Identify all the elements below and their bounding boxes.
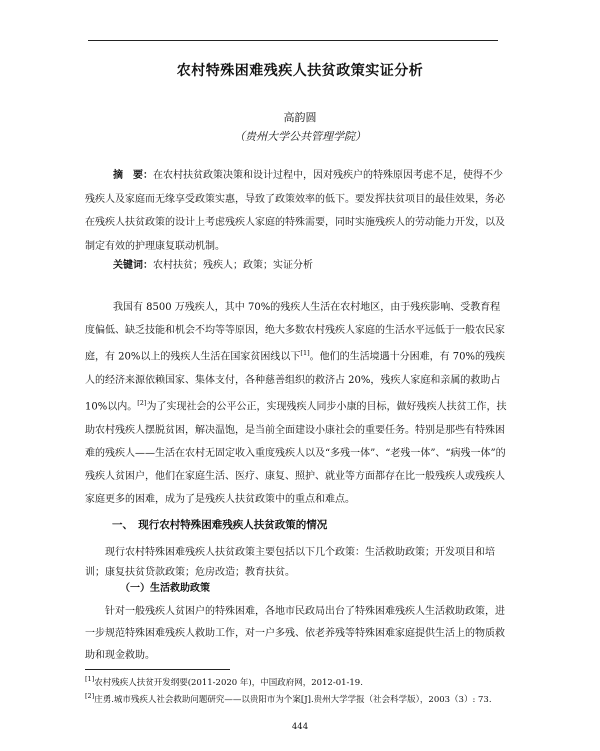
footnote	[85, 673, 508, 690]
abstract-text: 在农村扶贫政策决策和设计过程中，因对残疾户的特殊原因考虑不足，使得不少残疾人及家庭而无缘享受政策实惠，导致了政策效率的低下。要发挥扶贫项目的最佳效果，务必在残疾人扶贫政策的设计上考虑残疾人家庭的特殊需要，同时实施残疾人的劳动能力开发，以及制定有效的护理康复联动机制。	[85, 170, 505, 252]
abstract-label: 摘 要：	[113, 170, 153, 181]
subsection-text: 针对一般残疾人贫困户的特殊困难，各地市民政局出台了特殊困难残疾人生活救助政策，进一步规范特殊困难残疾人救助工作，对一户多残、依老养残等特殊困难家庭提供生活上的物质救助和现金救助。	[85, 606, 505, 661]
paper-title: 农村特殊困难残疾人扶贫政策实证分析	[176, 63, 424, 79]
section-text: 现行农村特殊困难残疾人扶贫政策主要包括以下几个政策：生活救助政策；开发项目和培训；康复扶贫贷款政策；危房改造；教育扶贫。	[85, 547, 495, 578]
keywords-label: 关键词：	[113, 260, 153, 271]
footnotes	[85, 673, 508, 707]
footnote-text: 农村残疾人扶贫开发纲要(2011-2020 年)，中国政府网，2012-01-19.	[94, 677, 363, 688]
author-name: 高韵圆	[283, 111, 317, 124]
citation-1: [1]	[300, 349, 310, 358]
author-affiliation: （贵州大学公共管理学院）	[234, 130, 366, 143]
citation-2: [2]	[137, 399, 147, 408]
footnote-text: 庄勇.城市残疾人社会救助问题研究——以贵阳市为个案[J].贵州大学学报（社会科学版），2003（3）: 73.	[94, 694, 492, 705]
footnote-mark: [1]	[85, 675, 95, 683]
keywords-text: 农村扶贫；残疾人；政策；实证分析	[153, 260, 313, 271]
header-rule	[88, 40, 498, 41]
intro-text-2: 。他们的生活境遇十分困难，有 70%的残疾人的经济来源依赖国家、集体支付，各种慈善组织的救济占 20%，残疾人家庭和亲属的救助占 10%以内。	[85, 351, 506, 413]
footnote	[85, 690, 508, 707]
page-number: 444	[291, 722, 309, 732]
abstract	[85, 164, 508, 258]
intro-text-3: 为了实现社会的公平公正，实现残疾人同步小康的目标，做好残疾人扶贫工作，扶助农村残疾人摆脱贫困，解决温饱，是当前全面建设小康社会的重要任务。特别是那些有特殊困难的残疾人——生活在农村无固定收入重度残疾人以及“多残一体”、“老残一体”、“病残一体”的残疾人贫困户，他们在家庭生活、医疗、康复、照护、就业等方面都存在比一般残疾人或残疾人家庭更多的困难，成为了是残疾人扶贫政策中的重点和难点。	[85, 401, 507, 506]
section-heading: 一、 现行农村特殊困难残疾人扶贫政策的情况	[112, 519, 328, 531]
intro-paragraph	[85, 296, 508, 511]
subsection-paragraph	[85, 601, 508, 667]
footnote-mark: [2]	[85, 691, 95, 700]
section-paragraph	[85, 543, 508, 583]
footnote-rule	[85, 669, 230, 670]
subsection-heading: （一）生活救助政策	[120, 583, 210, 594]
intro-text-1: 我国有 8500 万残疾人，其中 70%的残疾人生活在农村地区，由于残疾影响、受教育程度偏低、缺乏技能和机会不均等等原因，绝大多数农村残疾人家庭的生活水平远低于一般农民家庭，有 20%以上的残疾人生活在国家贫困线以下	[85, 302, 505, 363]
keywords	[113, 257, 513, 275]
